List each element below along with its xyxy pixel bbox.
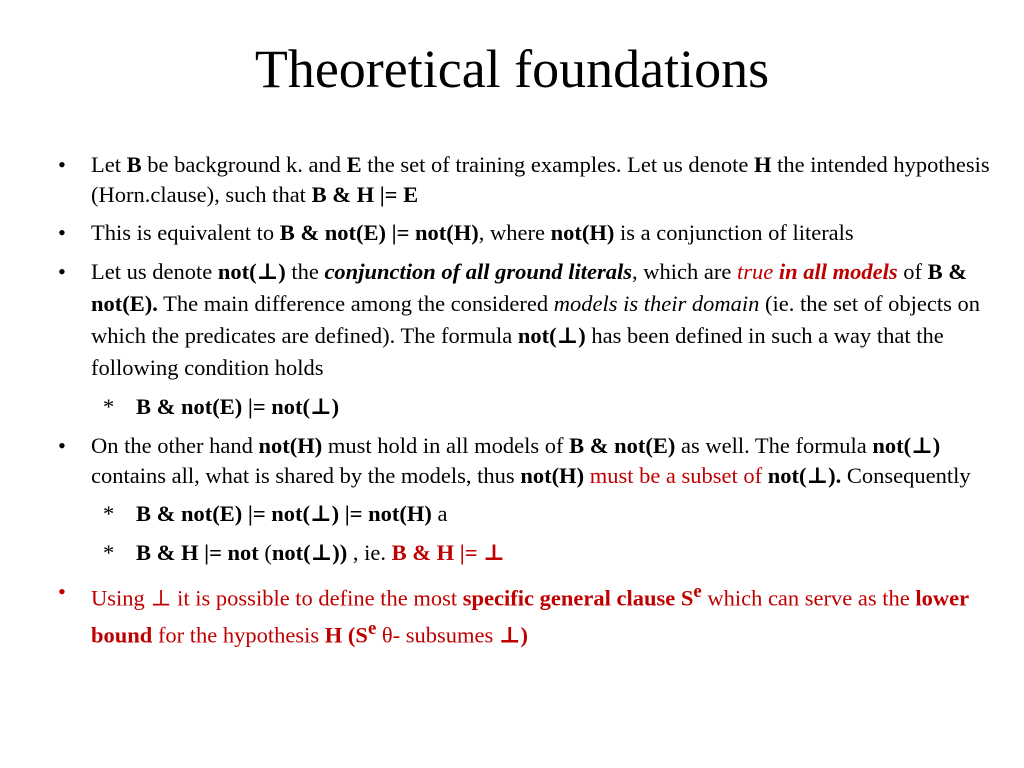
term-b: B bbox=[126, 152, 142, 177]
text: This is equivalent to bbox=[91, 220, 280, 245]
formula: ⊥) bbox=[498, 622, 529, 647]
sub-item-2 bbox=[62, 499, 992, 529]
text: (ie. the set of objects on which the predicates are defined). The formula bbox=[91, 291, 980, 348]
text: ( bbox=[258, 540, 272, 565]
bullet-marker: • bbox=[58, 579, 66, 604]
formula: B & not(E) bbox=[569, 433, 676, 458]
text: as well. The formula bbox=[675, 433, 873, 458]
text: , where bbox=[478, 220, 551, 245]
bullet-marker: • bbox=[58, 220, 66, 245]
bullet-item-3 bbox=[58, 256, 992, 384]
bullet-item-4 bbox=[58, 431, 992, 491]
bullet-item-2 bbox=[58, 218, 992, 248]
superscript: e bbox=[367, 617, 377, 639]
sub-item-1 bbox=[62, 392, 992, 422]
sub-marker: * bbox=[103, 501, 115, 526]
formula: not(⊥). bbox=[767, 463, 842, 488]
bullet-marker: • bbox=[58, 259, 66, 284]
text: is a conjunction of literals bbox=[614, 220, 854, 245]
text: of bbox=[897, 259, 928, 284]
formula: B & not(E). bbox=[91, 259, 967, 316]
sub-item-3 bbox=[62, 538, 992, 568]
term-h: H bbox=[753, 152, 772, 177]
highlight-formula: B & H |= ⊥ bbox=[391, 540, 505, 565]
formula: not(⊥) bbox=[217, 259, 286, 284]
text: The main difference among the considered bbox=[157, 291, 554, 316]
text: , which are bbox=[632, 259, 737, 284]
text: Let bbox=[91, 152, 127, 177]
text: On the other hand bbox=[91, 433, 259, 458]
sub-marker: * bbox=[103, 540, 115, 565]
text: a bbox=[431, 501, 448, 526]
slide-title: Theoretical foundations bbox=[254, 39, 770, 99]
text: θ- subsumes bbox=[376, 622, 499, 647]
superscript: e bbox=[693, 581, 702, 602]
highlight-true: true bbox=[736, 259, 774, 284]
text: contains all, what is shared by the models, thus bbox=[91, 463, 521, 488]
formula: H (S bbox=[324, 622, 368, 647]
highlight-subset: must be a subset of bbox=[584, 463, 768, 488]
text: the set of training examples. Let us denote bbox=[361, 152, 754, 177]
highlight-all-models: in all models bbox=[778, 259, 898, 284]
formula: B & not(E) |= not(⊥) bbox=[136, 394, 340, 419]
term-specific-general-clause: specific general clause S bbox=[462, 585, 694, 611]
emphasis: models is their domain bbox=[553, 291, 760, 316]
text: be background k. and bbox=[141, 152, 347, 177]
formula: not(⊥) bbox=[872, 433, 941, 458]
term-lower-bound: lower bound bbox=[91, 585, 969, 647]
sub-marker: * bbox=[103, 394, 115, 419]
text: which can serve as the bbox=[701, 585, 916, 611]
formula: not(H) bbox=[550, 220, 615, 245]
bullet-marker: • bbox=[58, 152, 66, 177]
formula: B & H |= E bbox=[311, 182, 419, 207]
formula: B & not(E) |= not(⊥) |= not(H) bbox=[136, 501, 432, 526]
text: Consequently bbox=[841, 463, 971, 488]
formula: not(⊥)) bbox=[271, 540, 348, 565]
formula: not(H) bbox=[520, 463, 585, 488]
bullet-marker: • bbox=[58, 433, 66, 458]
text: Let us denote bbox=[91, 259, 218, 284]
text: for the hypothesis bbox=[152, 622, 325, 647]
text: has been defined in such a way that the following condition holds bbox=[91, 323, 944, 380]
bullet-item-5 bbox=[58, 577, 992, 650]
term-e: E bbox=[346, 152, 362, 177]
text: must hold in all models of bbox=[322, 433, 570, 458]
formula: not(⊥) bbox=[517, 323, 586, 348]
formula: not(H) bbox=[258, 433, 323, 458]
text: the bbox=[285, 259, 325, 284]
formula: B & H |= not bbox=[136, 540, 259, 565]
text: Using ⊥ it is possible to define the most bbox=[91, 585, 463, 611]
formula: B & not(E) |= not(H) bbox=[279, 220, 479, 245]
bullet-item-1 bbox=[58, 150, 992, 210]
slide-content bbox=[58, 150, 992, 658]
emphasis: conjunction of all ground literals bbox=[324, 259, 632, 284]
text: the intended hypothesis (Horn.clause), such that bbox=[91, 152, 990, 207]
text: , ie. bbox=[347, 540, 392, 565]
